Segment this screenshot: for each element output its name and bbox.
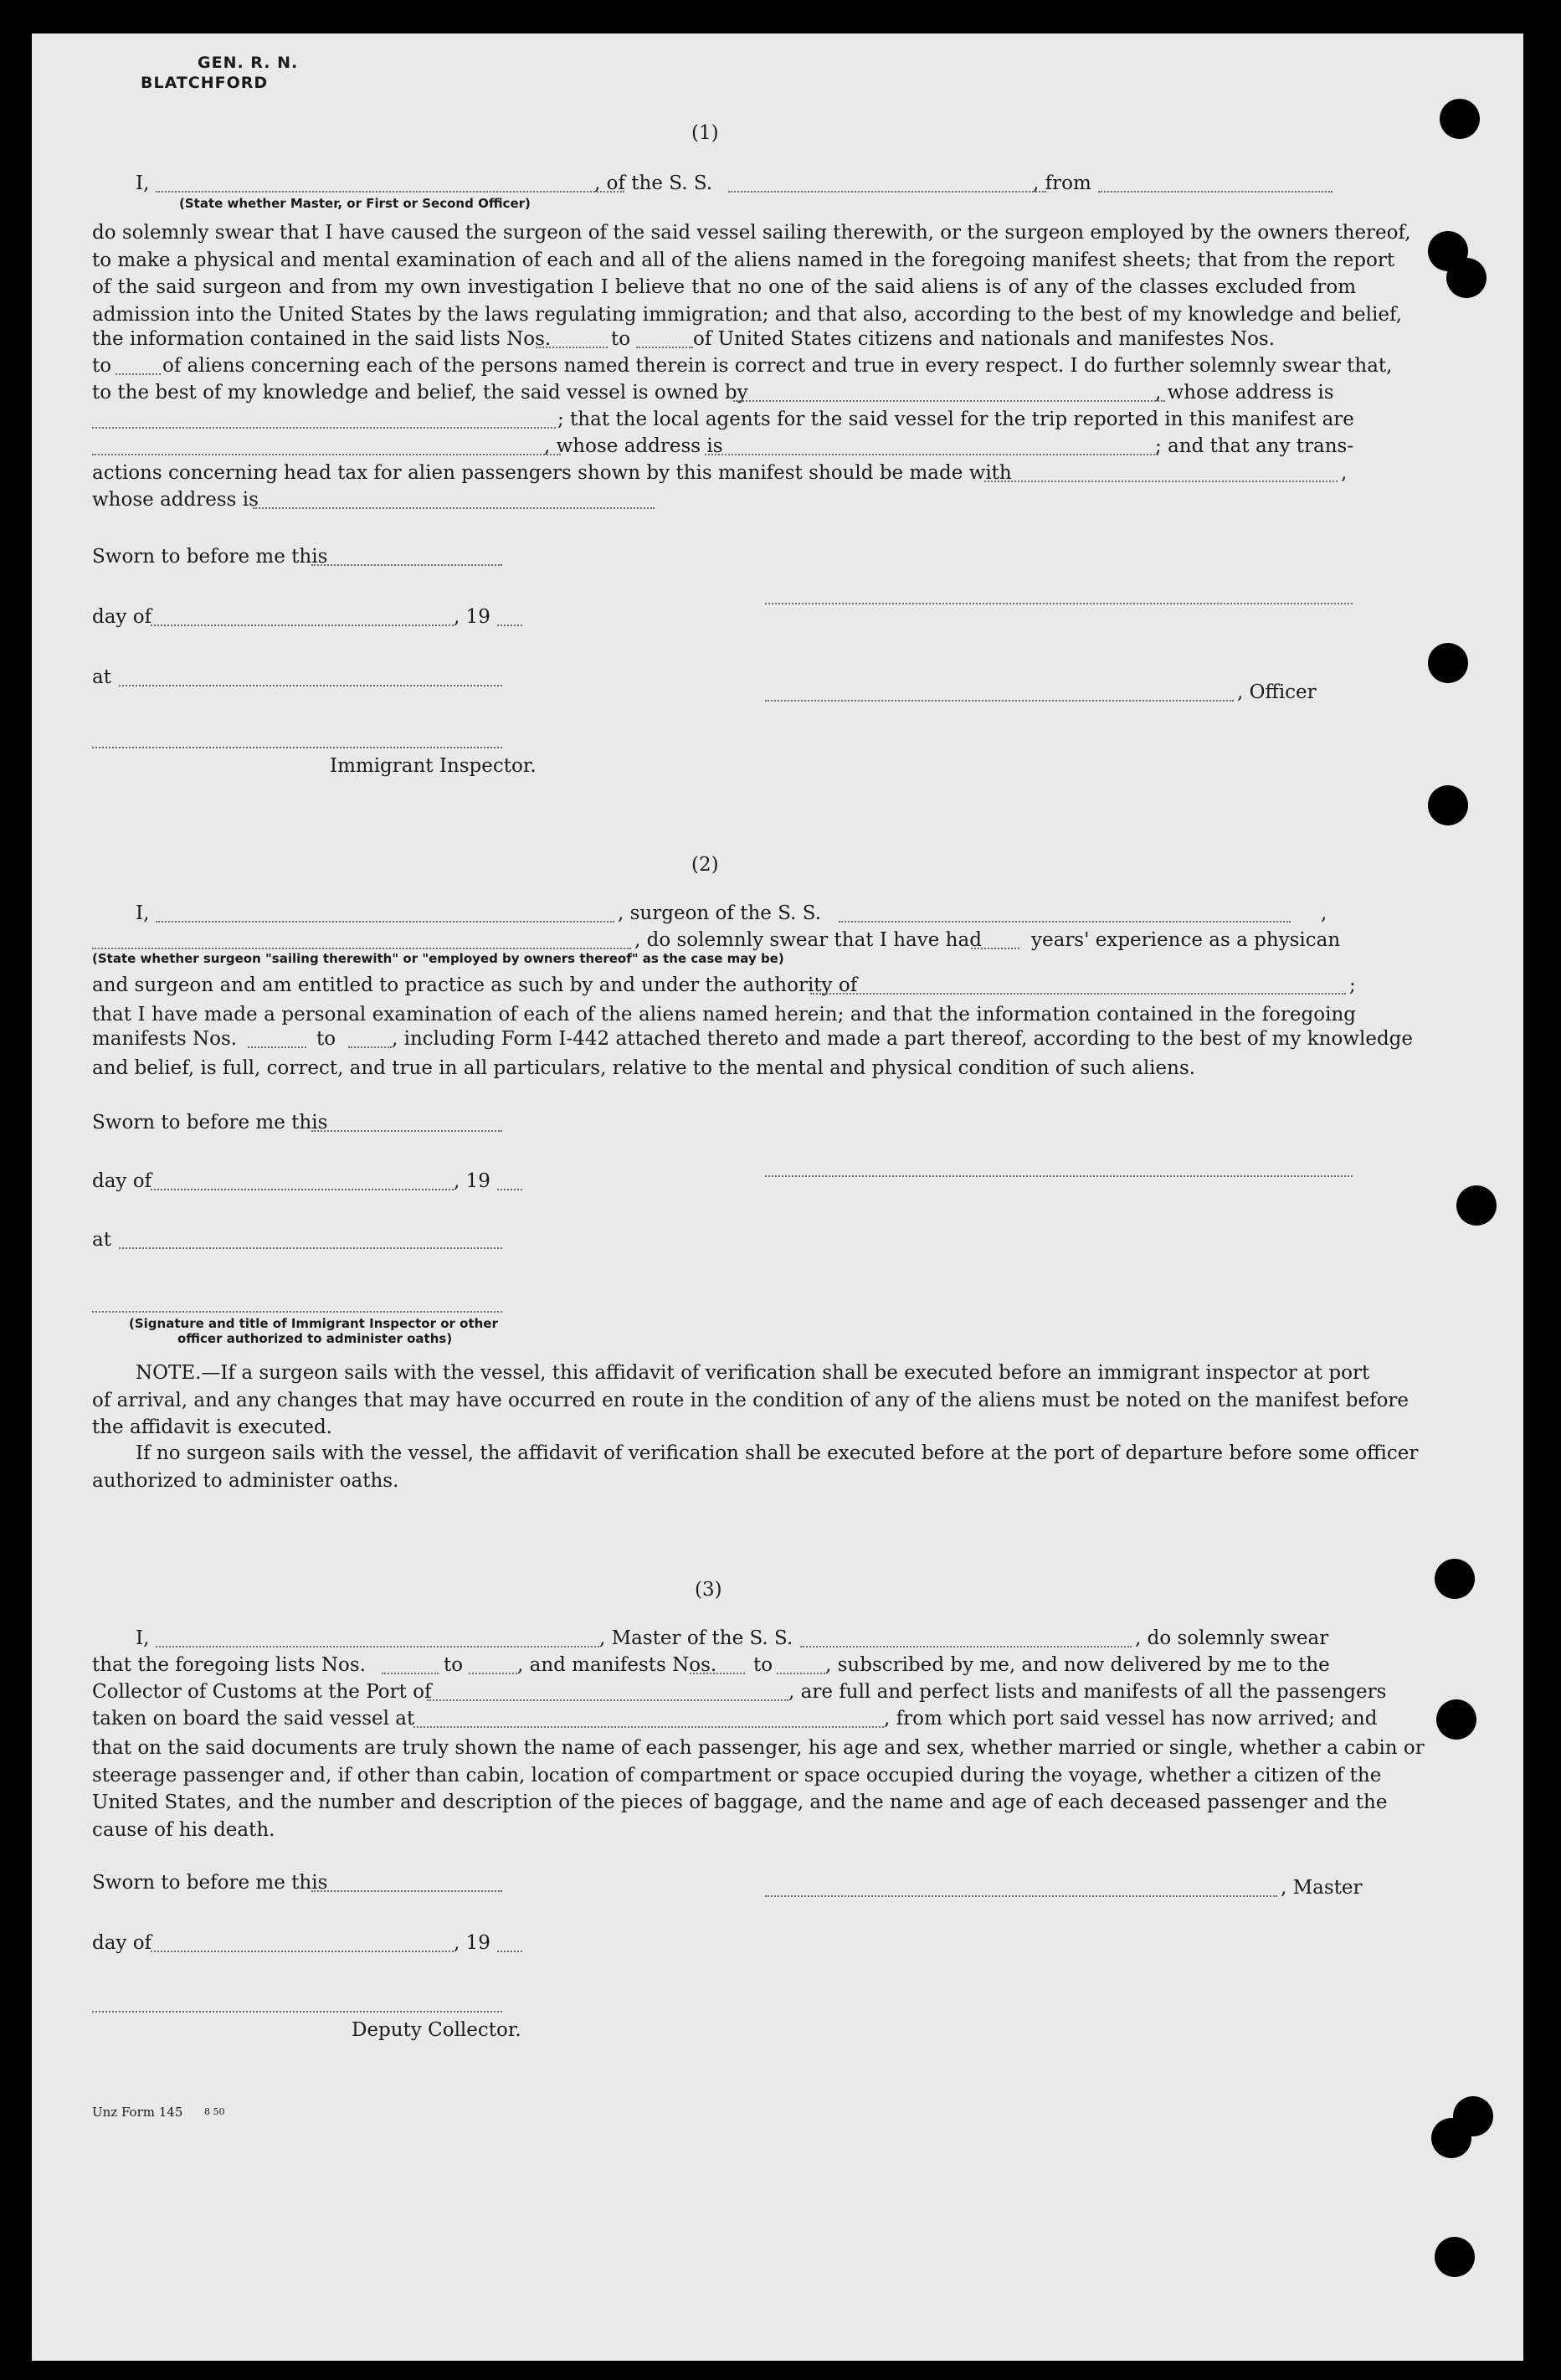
owner-address-field[interactable] — [92, 427, 556, 429]
punch-hole — [1428, 643, 1468, 683]
subscribed-label: , subscribed by me, and now delivered by me to the — [825, 1654, 1330, 1676]
to-label: to — [316, 1028, 336, 1050]
surgeon-type-field[interactable] — [92, 948, 631, 949]
at-label: at — [92, 1229, 111, 1251]
officer-rank-note: (State whether Master, or First or Second Officer) — [179, 196, 531, 211]
agents-address-field[interactable] — [705, 454, 1158, 455]
punch-hole — [1431, 2118, 1471, 2158]
manifests-to-field[interactable] — [116, 373, 161, 375]
port-field[interactable] — [427, 1699, 788, 1701]
year-label: , 19 — [454, 1170, 490, 1192]
master-of-label: , Master of the S. S. — [599, 1627, 793, 1649]
taken-label: taken on board the said vessel at — [92, 1708, 415, 1730]
oath-line: admission into the United States by the laws regulating immigration; and that also, according to the best of my knowledge and belief, — [92, 303, 1402, 326]
to-label: to — [444, 1654, 464, 1676]
master-name-field[interactable] — [156, 1646, 599, 1647]
year-field[interactable] — [497, 1951, 522, 1952]
section-2-number: (2) — [691, 854, 719, 876]
punch-hole — [1440, 99, 1480, 139]
month-field[interactable] — [151, 1189, 454, 1190]
form-sheet — [32, 33, 1523, 2361]
oath-i: I, — [136, 172, 150, 194]
from-port-label: , from which port said vessel has now arrived; and — [884, 1708, 1378, 1730]
departure-port-field[interactable] — [413, 1726, 884, 1728]
punch-hole — [1435, 2237, 1475, 2277]
oath-line: do solemnly swear that I have caused the surgeon of the said vessel sailing therewith, or the surgeon employed by the owners thereof, — [92, 222, 1411, 244]
do-solemnly-label: , do solemnly swear — [1135, 1627, 1329, 1649]
inspector-title: Immigrant Inspector. — [330, 755, 537, 777]
form-number: Unz Form 145 — [92, 2105, 183, 2120]
officer-name-field[interactable] — [156, 191, 624, 193]
section-3-number: (3) — [695, 1579, 722, 1601]
comma: , — [1341, 462, 1348, 484]
full-lists-label: , are full and perfect lists and manifests of all the passengers — [788, 1681, 1387, 1703]
comma: , — [1321, 902, 1327, 924]
manifests-to-field[interactable] — [348, 1046, 392, 1048]
belief-line: and belief, is full, correct, and true in all particulars, relative to the mental and physical condition of such aliens. — [92, 1057, 1196, 1079]
sworn-label: Sworn to before me this — [92, 546, 328, 568]
lists-label: that the foregoing lists Nos. — [92, 1654, 366, 1676]
place-field[interactable] — [119, 685, 502, 686]
day-of-label: day of — [92, 1170, 152, 1192]
year-field[interactable] — [497, 1189, 522, 1190]
master-signature-field[interactable] — [765, 1895, 1277, 1897]
year-label: , 19 — [454, 606, 490, 628]
oath-line: to make a physical and mental examination of each and all of the aliens named in the foregoing manifest sheets; that from the report — [92, 249, 1395, 271]
inspector-signature-field[interactable] — [92, 1311, 502, 1313]
local-agents-label: ; that the local agents for the said vessel for the trip reported in this manifest are — [557, 409, 1354, 430]
punch-hole — [1435, 1559, 1475, 1599]
collector-label: Collector of Customs at the Port of — [92, 1681, 432, 1703]
and-manifests-label: , and manifests Nos. — [517, 1654, 717, 1676]
sworn-date-field[interactable] — [311, 1890, 502, 1892]
citizens-label: of United States citizens and nationals and manifestes Nos. — [693, 328, 1276, 350]
sworn-date-field[interactable] — [311, 1130, 502, 1132]
owner-field[interactable] — [733, 400, 1165, 402]
lists-to-field[interactable] — [469, 1673, 517, 1674]
surgeon-type-note: (State whether surgeon "sailing therewith" or "employed by owners thereof" as the case may be) — [92, 951, 784, 966]
contact-address-field[interactable] — [253, 507, 655, 509]
owned-by-label: to the best of my knowledge and belief, the said vessel is owned by — [92, 382, 748, 404]
lists-from-field[interactable] — [536, 347, 608, 348]
surgeon-signature-field[interactable] — [765, 1175, 1353, 1177]
whose-address-label-3: whose address is — [92, 489, 259, 511]
oath-line: of the said surgeon and from my own investigation I believe that no one of the said aliens is of any of the classes excluded from — [92, 276, 1356, 298]
oath-paragraph-1 — [92, 219, 1411, 328]
manifests-label: manifests Nos. — [92, 1028, 238, 1050]
actions-label: actions concerning head tax for alien passengers shown by this manifest should be made with — [92, 462, 1012, 484]
signature-note: (Signature and title of Immigrant Inspector or other — [129, 1316, 498, 1331]
inspector-signature-field[interactable] — [92, 747, 502, 748]
signature-note: officer authorized to administer oaths) — [177, 1331, 453, 1346]
head-tax-contact-field[interactable] — [984, 481, 1338, 482]
section-1-number: (1) — [691, 122, 719, 144]
deputy-signature-field[interactable] — [92, 2011, 502, 2012]
surgeon-of-label: , surgeon of the S. S. — [618, 902, 821, 924]
manifests-from-field[interactable] — [248, 1046, 306, 1048]
day-of-label: day of — [92, 1932, 152, 1954]
local-agents-field[interactable] — [92, 454, 561, 455]
to-label: to — [611, 328, 631, 350]
any-trans-label: ; and that any trans- — [1155, 435, 1354, 457]
master-label: , Master — [1281, 1877, 1363, 1899]
surgeon-name-field[interactable] — [156, 921, 614, 923]
at-label: at — [92, 666, 111, 688]
name-stamp-line1: GEN. R. N. — [198, 54, 299, 72]
place-field[interactable] — [119, 1247, 502, 1249]
punch-hole — [1456, 1185, 1497, 1226]
lists-to-field[interactable] — [636, 347, 693, 348]
authority-field[interactable] — [810, 993, 1346, 995]
from-label: , from — [1033, 172, 1091, 194]
including-label: , including Form I-442 attached thereto and made a part thereof, according to the best of my knowledge — [392, 1028, 1413, 1050]
sworn-date-field[interactable] — [311, 564, 502, 566]
surgeon-vessel-field[interactable] — [839, 921, 1291, 923]
form-code: 8 50 — [204, 2106, 225, 2117]
authority-label: and surgeon and am entitled to practice as such by and under the authority of — [92, 974, 858, 996]
manifests-from-field[interactable] — [690, 1673, 745, 1674]
officer-signature-line-upper[interactable] — [765, 603, 1353, 604]
punch-hole — [1446, 258, 1487, 298]
whose-address-label-2: , whose address is — [544, 435, 723, 457]
to-label-2: to — [92, 355, 112, 377]
punch-hole — [1436, 1699, 1476, 1740]
note-paragraph: NOTE.—If a surgeon sails with the vessel, this affidavit of verification shall be executed before an immigrant inspector at port of arrival, and any changes that may have occurred en route in the condition of any of the aliens must be noted on the manifest before the affidavit is executed. — [92, 1362, 1410, 1438]
punch-hole — [1428, 785, 1468, 825]
month-field[interactable] — [151, 625, 454, 626]
month-field[interactable] — [151, 1951, 454, 1952]
aliens-text: of aliens concerning each of the persons named therein is correct and true in every respect. I do further solemnly swear that, — [162, 355, 1393, 377]
year-label: , 19 — [454, 1932, 490, 1954]
name-stamp-line2: BLATCHFORD — [141, 74, 269, 92]
of-ss-label: , of the S. S. — [594, 172, 713, 194]
officer-signature-field[interactable] — [765, 700, 1234, 702]
do-solemnly-label: , do solemnly swear that I have had — [634, 929, 982, 951]
master-oath-paragraph: that on the said documents are truly shown the name of each passenger, his age and sex, whether married or single, whether a cabin or steerage passenger and, if other than cabin, location of compartment or space occupied during the voyage, whether a citizen of the United States, and the number and description of the pieces of baggage, and the name and age of each deceased passenger and the cause of his death. — [92, 1737, 1425, 1841]
lists-nos-label: the information contained in the said lists Nos. — [92, 328, 552, 350]
no-surgeon-paragraph: If no surgeon sails with the vessel, the affidavit of verification shall be executed before at the port of departure before some officer authorized to administer oaths. — [92, 1442, 1419, 1492]
semicolon: ; — [1349, 974, 1356, 996]
deputy-title: Deputy Collector. — [352, 2019, 521, 2041]
examination-line: that I have made a personal examination of each of the aliens named herein; and that the information contained in the foregoing — [92, 1004, 1356, 1026]
to-label-2: to — [753, 1654, 773, 1676]
year-field[interactable] — [497, 625, 522, 626]
years-label: years' experience as a physican — [1031, 929, 1341, 951]
from-port-field[interactable] — [1098, 191, 1332, 193]
sworn-label: Sworn to before me this — [92, 1872, 328, 1894]
day-of-label: day of — [92, 606, 152, 628]
vessel-name-field[interactable] — [728, 191, 1046, 193]
sworn-label: Sworn to before me this — [92, 1112, 328, 1133]
whose-address-label: , whose address is — [1155, 382, 1334, 404]
oath-i: I, — [136, 1627, 150, 1649]
lists-from-field[interactable] — [382, 1673, 439, 1674]
master-vessel-field[interactable] — [800, 1646, 1132, 1647]
oath-i: I, — [136, 902, 150, 924]
years-experience-field[interactable] — [971, 948, 1019, 949]
manifests-to-field[interactable] — [777, 1673, 825, 1674]
officer-label: , Officer — [1237, 681, 1317, 703]
